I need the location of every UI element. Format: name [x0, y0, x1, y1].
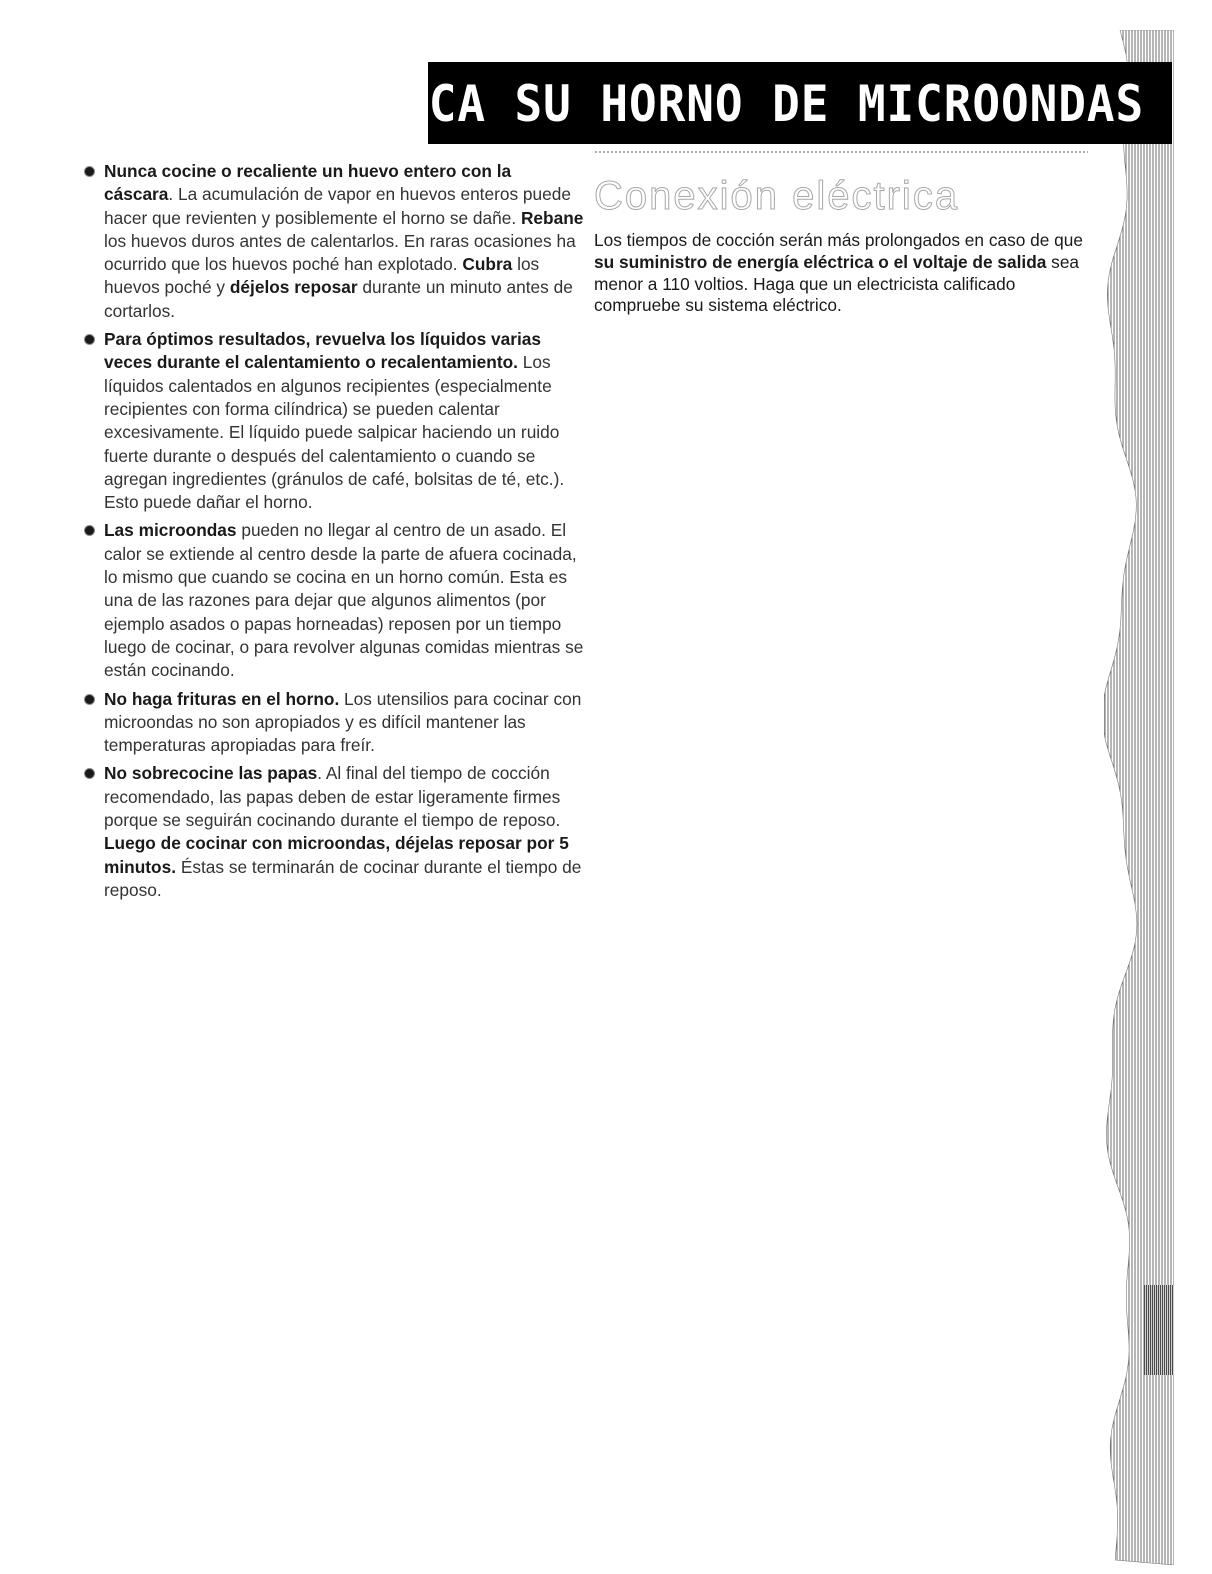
bullet-icon [85, 695, 94, 704]
text-run: Los tiempos de cocción serán más prolongados en caso de que [594, 230, 1083, 250]
bold-text: No haga frituras en el horno. [104, 688, 340, 709]
list-item [84, 160, 584, 323]
decorative-side-strip [1104, 30, 1174, 1565]
list-item [84, 688, 584, 758]
text-run: pueden no llegar al centro de un asado. El calor se extiende al centro desde la parte de afuera cocinada, lo mismo que cuando se cocina en un horno común. Esta es una de las razones para dejar que algunos alimentos (por ejemplo asados o papas horneadas) reposen por un tiempo luego de cocinar, o para revolver algunas comidas mientras se están cocinando. [104, 520, 584, 681]
text-run: los huevos poché y [104, 254, 540, 298]
list-item [84, 519, 584, 682]
bold-text: su suministro de energía eléctrica o el voltaje de salida [594, 251, 1047, 272]
bold-text: Para óptimos resultados, revuelva los líquidos varias veces durante el calentamiento o recalentamiento. [104, 329, 541, 373]
bold-text: Nunca cocine o recaliente un huevo entero con la cáscara [104, 161, 512, 205]
hatch-block [1144, 1285, 1174, 1375]
text-run: Los líquidos calentados en algunos recipientes (especialmente recipientes con forma cilíndrica) se pueden calentar excesivamente. El líquido puede salpicar haciendo un ruido fuerte durante o después del calentamiento o cuando se agregan ingredientes (gránulos de café, bolsitas de té, etc.). Esto puede dañar el horno. [104, 352, 565, 513]
text-run: sea menor a 110 voltios. Haga que un electricista calificado compruebe su sistema eléctrico. [594, 251, 1080, 316]
section-heading: Conexión eléctrica [594, 174, 960, 218]
bold-text: No sobrecocine las papas [104, 763, 318, 784]
section-body [594, 230, 1094, 317]
tips-column [84, 160, 584, 907]
bold-text: Luego de cocinar con microondas, déjelas reposar por 5 minutos. [104, 833, 569, 877]
bold-text: déjelos reposar [229, 277, 358, 298]
bold-text: Rebane [520, 207, 584, 228]
bullet-icon [85, 167, 94, 176]
text-run: Éstas se terminarán de cocinar durante el tiempo de reposo. [104, 856, 582, 900]
bullet-icon [85, 526, 94, 535]
list-item [84, 762, 584, 902]
list-item [84, 328, 584, 514]
bullet-icon [85, 769, 94, 778]
wavy-border-graphic [1104, 30, 1174, 1565]
tips-list [84, 160, 584, 902]
text-run: Los utensilios para cocinar con microondas no son apropiados y es difícil mantener las temperaturas apropiadas para freír. [104, 688, 582, 756]
text-run: durante un minuto antes de cortarlos. [104, 277, 573, 321]
bullet-icon [85, 335, 94, 344]
dotted-divider [594, 150, 1088, 154]
electrical-connection-section [594, 150, 1094, 317]
text-run: . La acumulación de vapor en huevos enteros puede hacer que revienten y posiblemente el horno se dañe. [104, 184, 571, 228]
text-run: . Al final del tiempo de cocción recomendado, las papas deben de estar ligeramente firmes porque se seguirán cocinando durante el tiempo de reposo. [104, 763, 561, 831]
text-run: los huevos duros antes de calentarlos. En raras ocasiones ha ocurrido que los huevos poché han explotado. [104, 230, 576, 275]
page-title-banner [285, 62, 1172, 144]
bold-text: Cubra [462, 254, 513, 275]
page-title: CONOZCA SU HORNO DE MICROONDAS [285, 75, 1144, 133]
bold-text: Las microondas [104, 520, 237, 541]
